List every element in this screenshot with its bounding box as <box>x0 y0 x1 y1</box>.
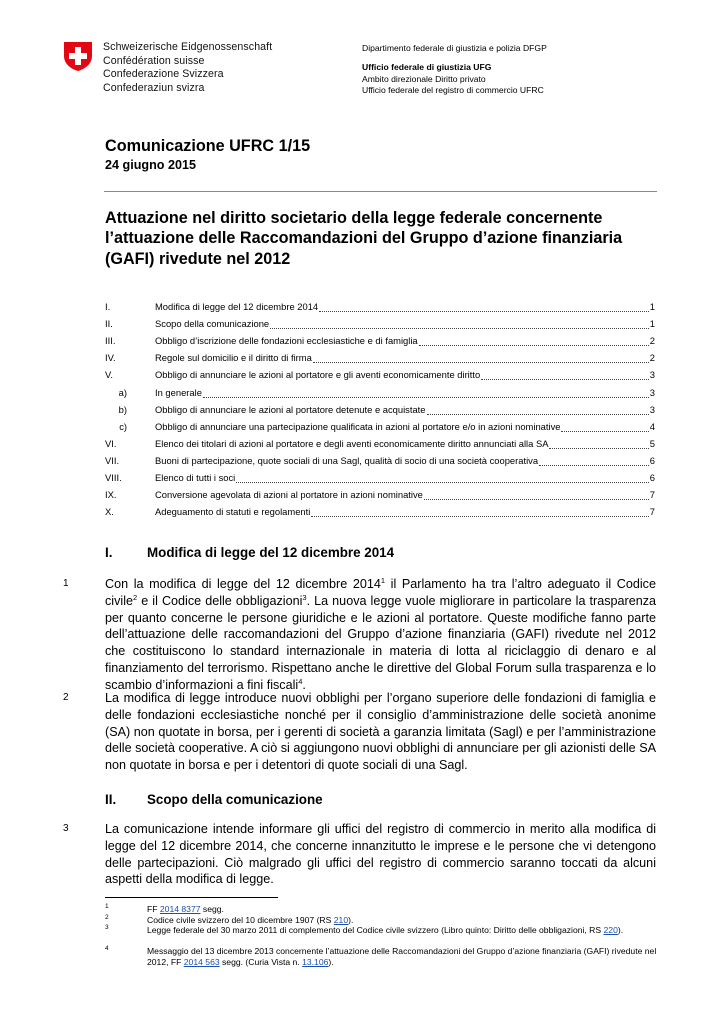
page-title: Comunicazione UFRC 1/15 <box>105 137 311 155</box>
toc-entry[interactable] <box>0 387 725 403</box>
toc-entry[interactable] <box>0 421 725 437</box>
toc-entry-title: Modifica di legge del 12 dicembre 2014 <box>155 301 319 312</box>
toc-entry-title: Adeguamento di statuti e regolamenti <box>155 506 311 518</box>
footnote-number: 4 <box>105 945 109 953</box>
toc-entry-number: IV. <box>105 352 116 364</box>
toc-entry-number: VI. <box>105 437 117 449</box>
text-run: il Parlamento ha tra l’altro adeguato il Codice civile <box>105 577 656 608</box>
toc-entry-line <box>155 318 655 329</box>
toc-entry-page: 4 <box>649 420 655 432</box>
footnote-text <box>147 904 657 915</box>
paragraph-number-1: 1 <box>63 578 69 589</box>
toc-dot-leader <box>311 506 648 517</box>
toc-dot-leader <box>313 352 649 363</box>
toc-entry-title: Obbligo di annunciare le azioni al portatore e gli aventi economicamente diritto <box>155 369 481 381</box>
section-heading-1 <box>105 545 394 560</box>
footnote-number: 3 <box>105 924 109 932</box>
toc-dot-leader <box>424 489 649 500</box>
toc-entry-line <box>155 335 655 346</box>
toc-dot-leader <box>427 404 649 415</box>
section-title: Scopo della comunicazione <box>147 792 323 807</box>
toc-entry-line <box>155 301 655 312</box>
department-name: Dipartimento federale di giustizia e polizia DFGP <box>362 43 547 53</box>
toc-entry-title: Conversione agevolata di azioni al portatore in azioni nominative <box>155 489 423 501</box>
toc-entry-number: b) <box>118 403 127 415</box>
toc-entry-title: Obbligo d’iscrizione delle fondazioni ecclesiastiche e di famiglia <box>155 335 418 347</box>
toc-entry-page: 2 <box>649 335 655 347</box>
footnote-text-run: ). <box>348 914 354 925</box>
toc-entry-line <box>155 489 655 500</box>
toc-entry-page: 3 <box>649 369 655 381</box>
toc-entry-title: Obbligo di annunciare una partecipazione qualificata in azioni al portatore e/o in azioni nominative <box>155 420 561 432</box>
swiss-cross-logo <box>62 40 94 72</box>
footnote-ref: 2 <box>133 592 138 602</box>
footnote-text-run: Messaggio del 13 dicembre 2013 concernente l’attuazione delle Raccomandazioni del Gruppo d’azione finanziaria (GAFI) rivedute nel 2012, FF <box>147 946 657 967</box>
toc-entry[interactable] <box>0 472 725 488</box>
toc-entry-number: V. <box>105 369 113 381</box>
toc-entry-page: 6 <box>649 454 655 466</box>
toc-entry-line <box>155 421 655 432</box>
toc-entry-number: X. <box>105 506 114 518</box>
toc-entry-number: VII. <box>105 454 120 466</box>
text-run: e il Codice delle obbligazioni <box>137 593 303 608</box>
footnote-link[interactable]: 13.106 <box>302 956 329 967</box>
toc-dot-leader <box>319 301 649 312</box>
footnote-divider <box>105 897 278 898</box>
toc-entry-line <box>155 352 655 363</box>
toc-entry-number: I. <box>105 301 111 312</box>
confederation-name-rm: Confederaziun svizra <box>103 81 205 94</box>
toc-entry-title: Obbligo di annunciare le azioni al portatore detenute e acquistate <box>155 403 426 415</box>
office-name: Ufficio federale di giustizia UFG <box>362 62 492 72</box>
toc-entry-title: Scopo della comunicazione <box>155 318 270 330</box>
toc-entry-number: IX. <box>105 489 117 501</box>
toc-entry-number: III. <box>105 335 116 347</box>
toc-entry-page: 7 <box>649 489 655 501</box>
toc-dot-leader <box>419 335 649 346</box>
toc-dot-leader <box>270 318 649 329</box>
document-subject: Attuazione nel diritto societario della legge federale concernente l’attuazione delle Raccomandazioni del Gruppo d’azione finanziaria (GAFI) rivedute nel 2012 <box>105 209 623 268</box>
text-run: . <box>302 677 306 692</box>
toc-entry[interactable] <box>0 352 725 368</box>
toc-entry[interactable] <box>0 335 725 351</box>
toc-entry-number: VIII. <box>105 472 122 483</box>
toc-entry[interactable] <box>0 489 725 505</box>
footnote-text-run: Codice civile svizzero del 10 dicembre 1907 (RS <box>147 914 334 925</box>
toc-entry[interactable] <box>0 318 725 334</box>
footnote-text-run: FF <box>147 904 160 914</box>
toc-entry[interactable] <box>0 369 725 385</box>
text-run: . La nuova legge vuole migliorare in particolare la trasparenza per quanto concerne le persone giuridiche e le azioni al portatore. Queste modifiche fanno parte dell’attuazione delle raccomandazioni del Gruppo d’azione finanziaria (GAFI) rivedute nel 2012 che costituiscono lo standard internazionale in materia di lotta al riciclaggio di denaro e al finanziamento del terrorismo. Rispettano anche le direttive del Global Forum sulla trasparenza e lo scambio d’informazioni a fini fiscali <box>105 593 657 692</box>
footnote-link[interactable]: 210 <box>333 914 349 925</box>
footnote-ref: 1 <box>380 575 386 585</box>
paragraph-2: La modifica di legge introduce nuovi obblighi per l’organo superiore delle fondazioni di famiglia e delle fondazioni ecclesiastiche nonché per il consiglio d’amministrazione delle società anonime (SA) non quotate in borsa, per i gerenti di società a garanzia limitata (Sagl) e per l’amministrazione delle società cooperative. A ciò si aggiungono nuovi obblighi di annunciare per gli azionisti delle SA non quotate in borsa e per i detentori di quote sociali di una Sagl. <box>105 691 656 773</box>
toc-entry-page: 2 <box>649 352 655 364</box>
section-title: Modifica di legge del 12 dicembre 2014 <box>147 545 395 560</box>
footnote-text-run: ). <box>328 956 334 967</box>
footnote-text-run: segg. <box>200 904 224 914</box>
footnote-text-run: ). <box>617 925 624 936</box>
footnote-text <box>147 946 657 967</box>
confederation-name-it: Confederazione Svizzera <box>103 68 224 81</box>
toc-entry-title: Regole sul domicilio e il diritto di firma <box>155 352 312 364</box>
text-run: Con la modifica di legge del 12 dicembre 2014 <box>105 577 381 591</box>
toc-entry-line <box>155 387 655 398</box>
toc-dot-leader <box>561 421 648 432</box>
footnote-number: 2 <box>105 913 109 921</box>
office-line-1: Ambito direzionale Diritto privato <box>362 73 486 84</box>
confederation-name-fr: Confédération suisse <box>103 54 205 67</box>
toc-entry-number: a) <box>118 386 127 398</box>
toc-entry-title: Elenco dei titolari di azioni al portatore e degli aventi economicamente diritto annunciati alla SA <box>155 437 549 449</box>
footnote-text <box>147 915 657 926</box>
toc-entry-page: 1 <box>649 301 655 312</box>
toc-dot-leader <box>549 438 648 449</box>
footnote-link[interactable]: 2014 8377 <box>159 904 201 914</box>
section-heading-2 <box>105 792 323 807</box>
toc-entry-title: Elenco di tutti i soci <box>155 472 236 483</box>
toc-entry[interactable] <box>0 404 725 420</box>
section-number: I. <box>105 545 113 560</box>
footnote-number: 1 <box>105 903 109 910</box>
toc-dot-leader <box>236 472 649 483</box>
toc-entry-page: 5 <box>649 437 655 449</box>
title-divider <box>104 191 657 192</box>
footnote-text-run: Legge federale del 30 marzo 2011 di complemento del Codice civile svizzero (Libro quinto: Diritto delle obbligazioni, RS <box>147 925 604 936</box>
paragraph-1 <box>105 576 656 694</box>
toc-entry-line <box>155 455 655 466</box>
footnote-link[interactable]: 2014 563 <box>183 956 220 967</box>
toc-dot-leader <box>539 455 649 466</box>
toc-entry-page: 1 <box>649 318 655 330</box>
footnote-ref: 3 <box>302 592 307 602</box>
footnote-link[interactable]: 220 <box>603 925 618 936</box>
toc-entry-page: 3 <box>649 403 655 415</box>
toc-entry[interactable] <box>0 301 725 317</box>
footnote-text-run: segg. (Curia Vista n. <box>219 956 303 967</box>
toc-entry[interactable] <box>0 506 725 522</box>
toc-entry-line <box>155 506 655 517</box>
confederation-name-de: Schweizerische Eidgenossenschaft <box>103 41 273 53</box>
toc-entry-line <box>155 369 655 380</box>
toc-dot-leader <box>481 369 649 380</box>
toc-entry-page: 3 <box>649 386 655 398</box>
paragraph-number-3: 3 <box>63 823 69 834</box>
toc-entry-title: Buoni di partecipazione, quote sociali di una Sagl, qualità di socio di una società cooperativa <box>155 454 539 466</box>
publication-date: 24 giugno 2015 <box>105 158 196 172</box>
toc-dot-leader <box>203 387 649 398</box>
footnote-ref: 4 <box>298 676 303 686</box>
footnote-text <box>147 925 657 936</box>
toc-entry-line <box>155 472 655 483</box>
paragraph-number-2: 2 <box>63 692 69 703</box>
toc-entry-line <box>155 438 655 449</box>
toc-entry-title: In generale <box>155 386 202 398</box>
paragraph-3: La comunicazione intende informare gli uffici del registro di commercio in merito alla modifica di legge del 12 dicembre 2014, che concerne innanzitutto le imprese e le persone che vi detengono delle partecipazioni. Ciò malgrado gli uffici del registro di commercio saranno toccati da alcuni aspetti della modifica di legge. <box>105 822 656 887</box>
toc-entry-number: II. <box>105 318 113 330</box>
toc-entry-number: c) <box>119 420 127 432</box>
section-number: II. <box>105 792 117 807</box>
toc-entry[interactable] <box>0 438 725 454</box>
toc-entry-line <box>155 404 655 415</box>
toc-entry-page: 7 <box>649 506 655 518</box>
office-line-2: Ufficio federale del registro di commercio UFRC <box>362 85 544 95</box>
toc-entry[interactable] <box>0 455 725 471</box>
toc-entry-page: 6 <box>649 472 655 483</box>
